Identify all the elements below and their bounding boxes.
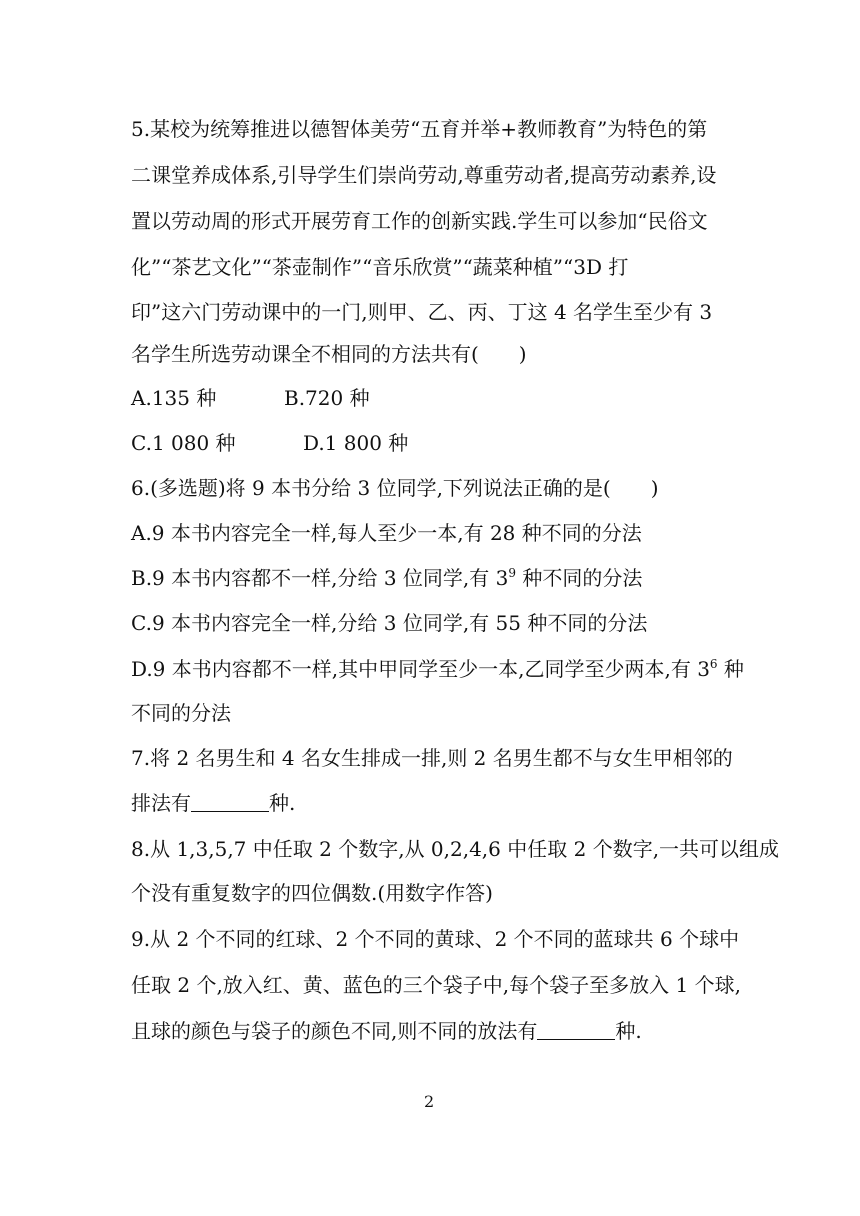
- q6-option-d-tail: 种: [717, 657, 744, 681]
- q9-line-2: 任取 2 个,放入红、黄、蓝色的三个袋子中,每个袋子至多放入 1 个球,: [131, 973, 741, 997]
- q7-line-2-tail: 种.: [269, 791, 296, 815]
- q6-option-b-tail: 种不同的分法: [516, 566, 643, 590]
- q6-stem: 6.(多选题)将 9 本书分给 3 位同学,下列说法正确的是( ): [131, 476, 659, 500]
- q7-line-2: [131, 789, 295, 817]
- q7-line-1: 7.将 2 名男生和 4 名女生排成一排,则 2 名男生都不与女生甲相邻的: [131, 746, 733, 770]
- q6-option-a: A.9 本书内容完全一样,每人至少一本,有 28 种不同的分法: [131, 521, 642, 545]
- page-number: 2: [424, 1092, 435, 1111]
- answer-blank[interactable]: [191, 793, 269, 812]
- q5-option-b: B.720 种: [284, 386, 370, 410]
- q5-line-4: 化”“茶艺文化”“茶壶制作”“音乐欣赏”“蔬菜种植”“3D 打: [131, 255, 629, 279]
- q5-option-c: C.1 080 种: [131, 431, 236, 455]
- q5-line-3: 置以劳动周的形式开展劳育工作的创新实践.学生可以参加“民俗文: [131, 209, 708, 233]
- q5-line-2: 二课堂养成体系,引导学生们崇尚劳动,尊重劳动者,提高劳动素养,设: [131, 163, 717, 187]
- q6-option-d: [131, 655, 744, 683]
- q8-line-1: 8.从 1,3,5,7 中任取 2 个数字,从 0,2,4,6 中任取 2 个数字,一共可以组成: [131, 837, 780, 861]
- q9-line-3-tail: 种.: [615, 1019, 642, 1043]
- q9-line-3-text: 且球的颜色与袋子的颜色不同,则不同的放法有: [131, 1019, 538, 1043]
- q7-line-2-text: 排法有: [131, 791, 191, 815]
- q9-line-1: 9.从 2 个不同的红球、2 个不同的黄球、2 个不同的蓝球共 6 个球中: [131, 927, 740, 951]
- q6-option-d-exponent: 6: [709, 657, 718, 671]
- q5-line-5: 印”这六门劳动课中的一门,则甲、乙、丙、丁这 4 名学生至少有 3: [131, 300, 713, 324]
- q6-option-b-text: B.9 本书内容都不一样,分给 3 位同学,有 3: [131, 566, 509, 590]
- q8-line-2: 个没有重复数字的四位偶数.(用数字作答): [131, 881, 493, 905]
- answer-blank[interactable]: [537, 1021, 615, 1040]
- q5-option-a: A.135 种: [131, 386, 217, 410]
- q6-option-c: C.9 本书内容完全一样,分给 3 位同学,有 55 种不同的分法: [131, 611, 648, 635]
- q6-option-d-text: D.9 本书内容都不一样,其中甲同学至少一本,乙同学至少两本,有 3: [131, 657, 710, 681]
- q6-option-b-exponent: 9: [508, 566, 517, 580]
- q9-line-3: [131, 1017, 642, 1045]
- q5-option-d: D.1 800 种: [303, 431, 409, 455]
- q6-option-d-line-2: 不同的分法: [131, 701, 231, 725]
- q5-line-1: 5.某校为统筹推进以德智体美劳“五育并举+教师教育”为特色的第: [131, 117, 708, 141]
- q6-option-b: [131, 564, 642, 592]
- q5-line-6: 名学生所选劳动课全不相同的方法共有( ): [131, 342, 527, 366]
